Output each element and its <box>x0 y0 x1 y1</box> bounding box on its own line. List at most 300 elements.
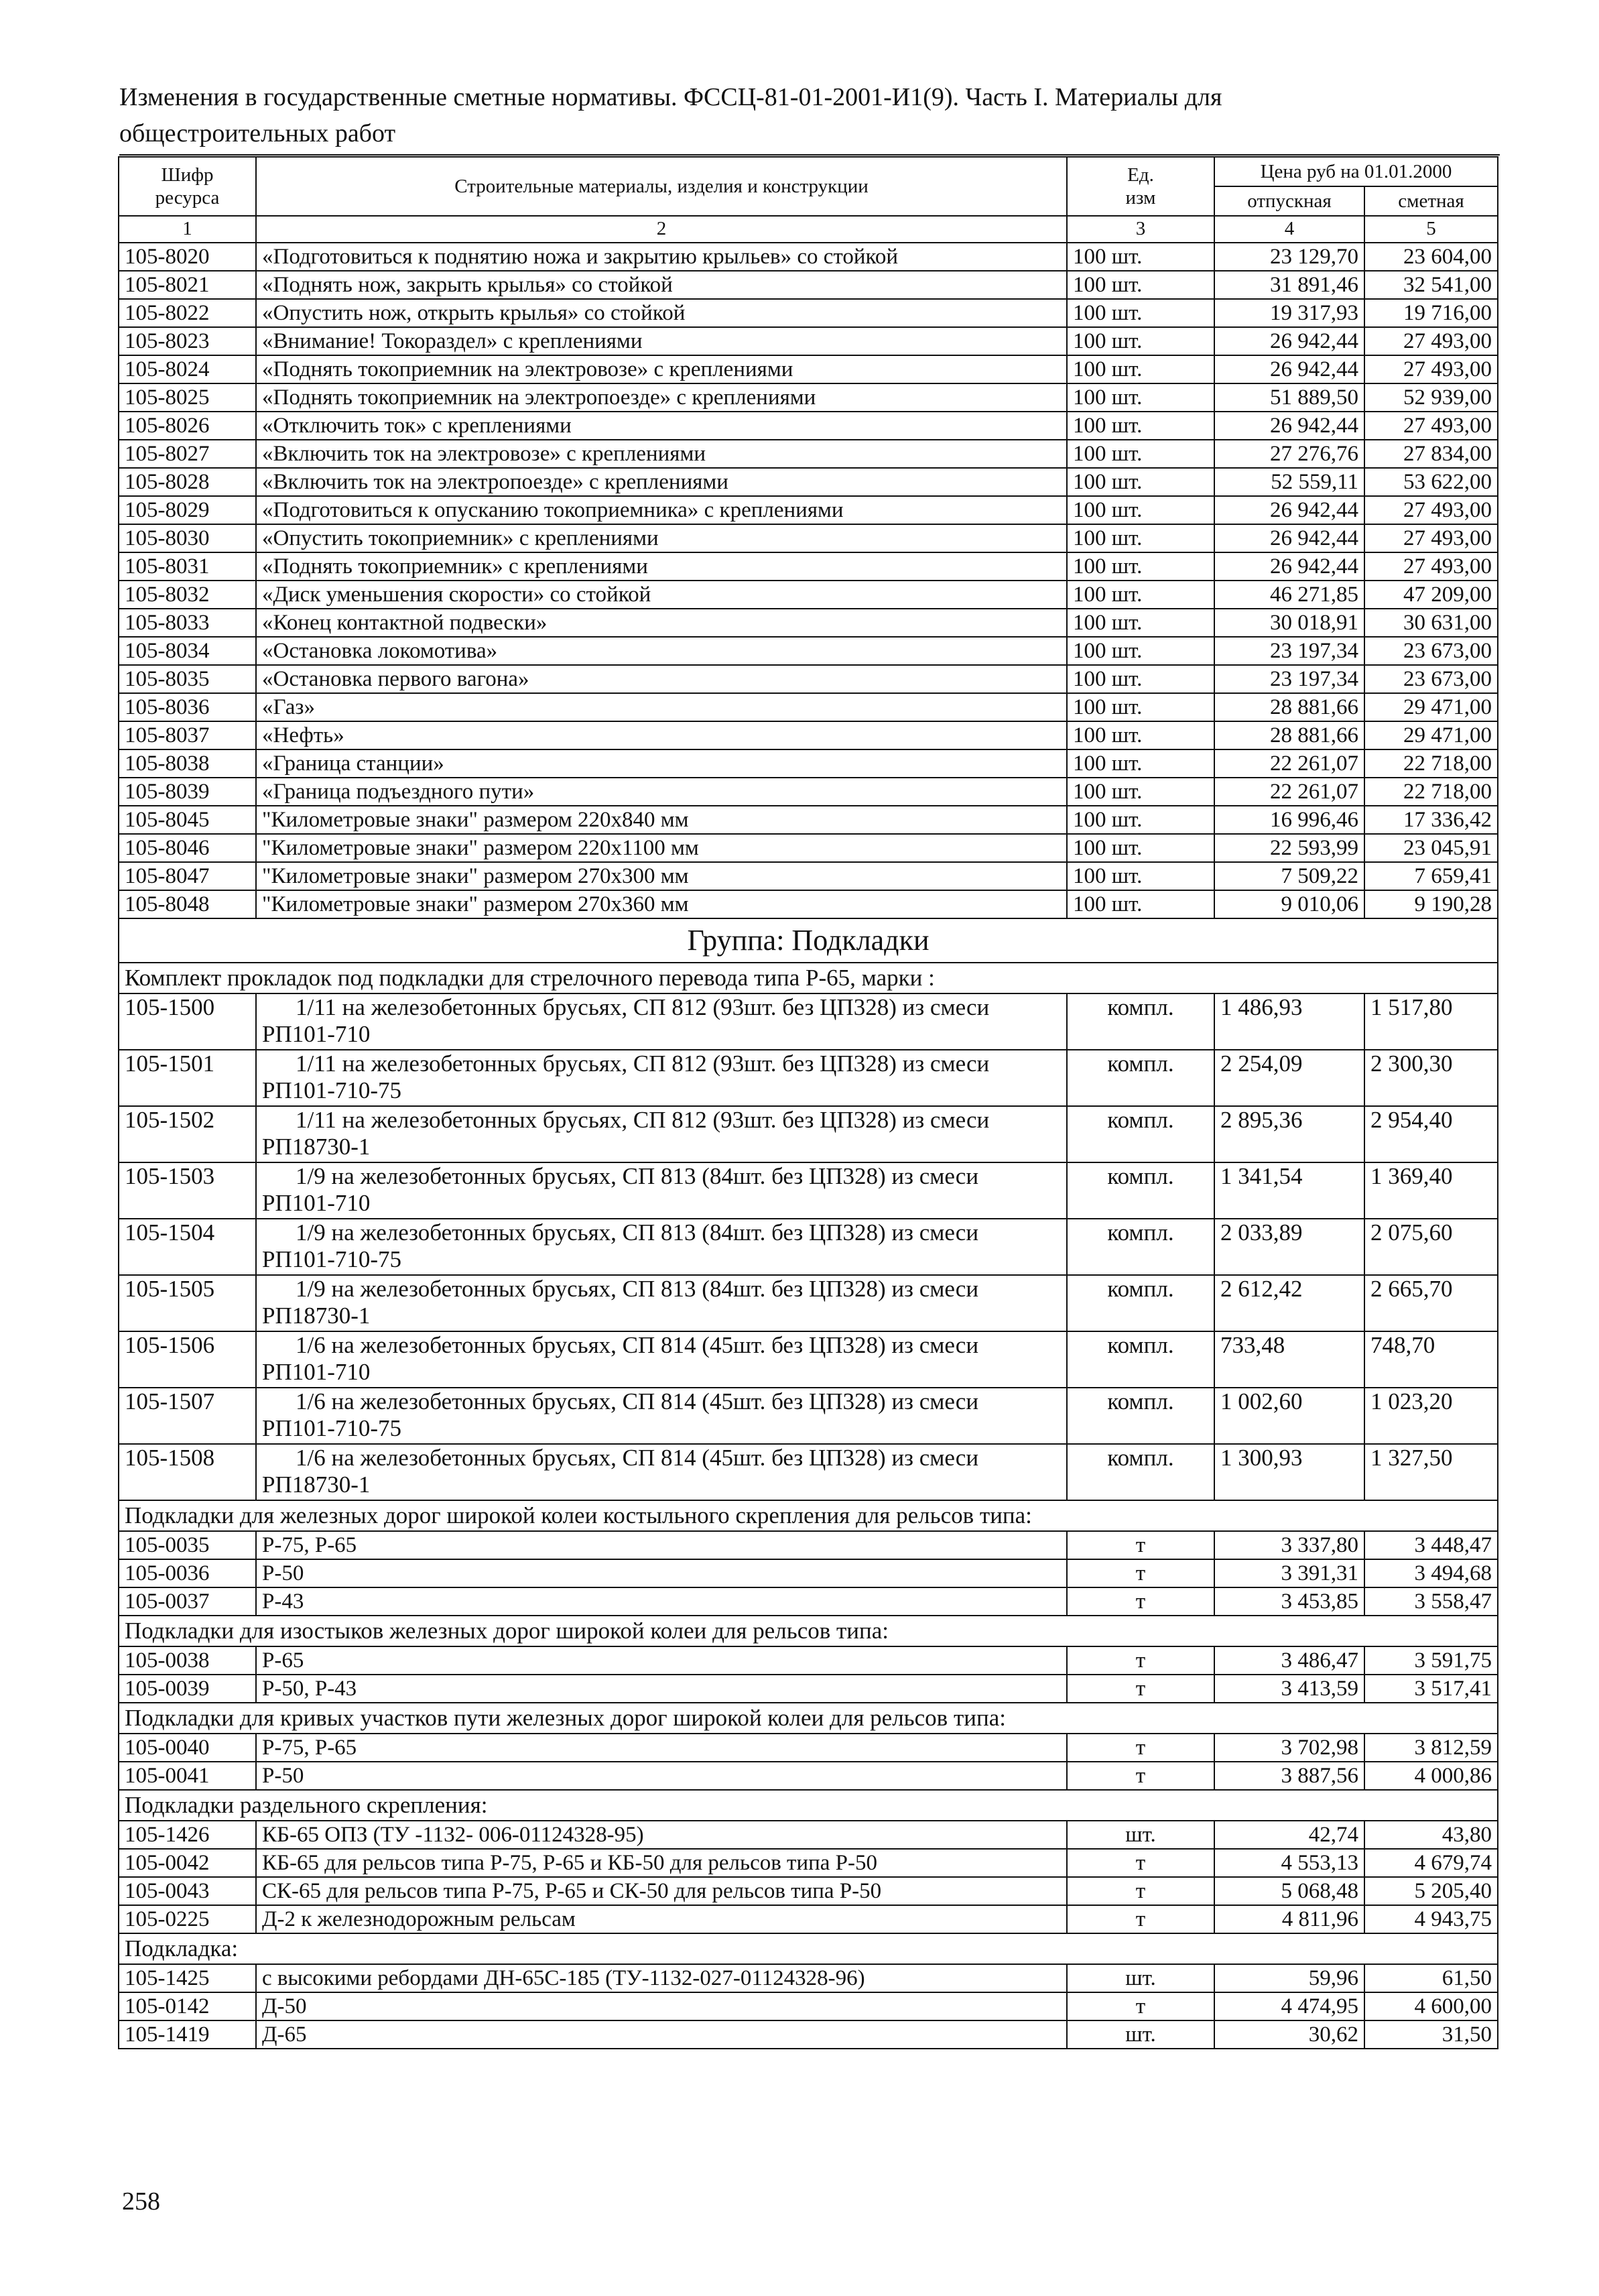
table-row <box>119 778 1498 806</box>
table-row <box>119 1531 1498 1559</box>
resource-code: 105-8033 <box>119 609 256 637</box>
unit: 100 шт. <box>1067 749 1214 778</box>
estimate-price: 3 812,59 <box>1364 1734 1498 1762</box>
group-title: Группа: Подкладки <box>119 918 1498 963</box>
unit: 100 шт. <box>1067 609 1214 637</box>
unit: 100 шт. <box>1067 552 1214 581</box>
release-price: 16 996,46 <box>1214 806 1364 834</box>
estimate-price: 748,70 <box>1364 1331 1498 1388</box>
material-name: Р-75, Р-65 <box>256 1734 1067 1762</box>
estimate-price: 3 558,47 <box>1364 1587 1498 1616</box>
release-price: 22 261,07 <box>1214 778 1364 806</box>
unit: 100 шт. <box>1067 327 1214 355</box>
material-name: «Граница подъездного пути» <box>256 778 1067 806</box>
unit: компл. <box>1067 1444 1214 1500</box>
resource-code: 105-8022 <box>119 299 256 327</box>
table-row <box>119 1162 1498 1219</box>
resource-code: 105-8030 <box>119 524 256 552</box>
unit: 100 шт. <box>1067 468 1214 496</box>
material-name: «Поднять токоприемник» с креплениями <box>256 552 1067 581</box>
table-row <box>119 524 1498 552</box>
estimate-price: 32 541,00 <box>1364 271 1498 299</box>
table-row <box>119 496 1498 524</box>
resource-code: 105-0042 <box>119 1849 256 1877</box>
unit: шт. <box>1067 1821 1214 1849</box>
table-row <box>119 243 1498 271</box>
unit: 100 шт. <box>1067 412 1214 440</box>
material-name: «Остановка первого вагона» <box>256 665 1067 693</box>
material-name-line1: 1/9 на железобетонных брусьях, СП 813 (84шт. без ЦП328) из смеси <box>296 1163 979 1189</box>
unit: 100 шт. <box>1067 834 1214 862</box>
column-header-release-price: отпускная <box>1214 186 1364 216</box>
release-price: 42,74 <box>1214 1821 1364 1849</box>
resource-code: 105-8020 <box>119 243 256 271</box>
estimate-price: 27 493,00 <box>1364 496 1498 524</box>
release-price: 2 895,36 <box>1214 1106 1364 1162</box>
table-row <box>119 890 1498 918</box>
material-name: Р-50 <box>256 1762 1067 1790</box>
material-name: «Граница станции» <box>256 749 1067 778</box>
column-header-unit-line2: изм <box>1125 187 1156 208</box>
material-name-line1: 1/11 на железобетонных брусьях, СП 812 (93шт. без ЦП328) из смеси <box>296 1107 990 1133</box>
unit: 100 шт. <box>1067 693 1214 721</box>
estimate-price: 5 205,40 <box>1364 1877 1498 1905</box>
estimate-price: 27 493,00 <box>1364 524 1498 552</box>
material-name: «Поднять токоприемник на электровозе» с креплениями <box>256 355 1067 383</box>
table-row <box>119 693 1498 721</box>
estimate-price: 4 679,74 <box>1364 1849 1498 1877</box>
resource-code: 105-1500 <box>119 993 256 1050</box>
material-name-line2: РП101-710-75 <box>262 1077 402 1103</box>
material-name-line1: 1/9 на железобетонных брусьях, СП 813 (84шт. без ЦП328) из смеси <box>296 1219 979 1246</box>
column-header-price: Цена руб на 01.01.2000 <box>1214 157 1498 186</box>
estimate-price: 2 300,30 <box>1364 1050 1498 1106</box>
unit: шт. <box>1067 2020 1214 2049</box>
table-row <box>119 383 1498 412</box>
table-row <box>119 299 1498 327</box>
group-title-row <box>119 918 1498 963</box>
resource-code: 105-8036 <box>119 693 256 721</box>
release-price: 26 942,44 <box>1214 327 1364 355</box>
resource-code: 105-8021 <box>119 271 256 299</box>
release-price: 52 559,11 <box>1214 468 1364 496</box>
release-price: 7 509,22 <box>1214 862 1364 890</box>
header-rule <box>119 154 1500 156</box>
estimate-price: 23 673,00 <box>1364 637 1498 665</box>
release-price: 23 129,70 <box>1214 243 1364 271</box>
release-price: 23 197,34 <box>1214 637 1364 665</box>
resource-code: 105-0225 <box>119 1905 256 1933</box>
resource-code: 105-8048 <box>119 890 256 918</box>
material-name <box>256 1444 1067 1500</box>
unit: 100 шт. <box>1067 271 1214 299</box>
material-name-line2: РП101-710 <box>262 1021 371 1047</box>
material-name: «Включить ток на электропоезде» с креплениями <box>256 468 1067 496</box>
subgroup-title-row <box>119 1933 1498 1964</box>
estimate-price: 3 517,41 <box>1364 1675 1498 1703</box>
table-row <box>119 327 1498 355</box>
column-header-code-line2: ресурса <box>155 187 220 208</box>
release-price: 30,62 <box>1214 2020 1364 2049</box>
estimate-price: 23 045,91 <box>1364 834 1498 862</box>
unit: 100 шт. <box>1067 862 1214 890</box>
resource-code: 105-8026 <box>119 412 256 440</box>
release-price: 1 002,60 <box>1214 1388 1364 1444</box>
material-name: Р-43 <box>256 1587 1067 1616</box>
header-title-line2: общестроительных работ <box>119 119 396 147</box>
estimate-price: 7 659,41 <box>1364 862 1498 890</box>
material-name <box>256 1331 1067 1388</box>
material-name: "Километровые знаки" размером 270х360 мм <box>256 890 1067 918</box>
table-row <box>119 1106 1498 1162</box>
material-name-line2: РП101-710-75 <box>262 1415 402 1441</box>
unit: компл. <box>1067 1219 1214 1275</box>
estimate-price: 1 327,50 <box>1364 1444 1498 1500</box>
estimate-price: 4 943,75 <box>1364 1905 1498 1933</box>
table-row <box>119 1992 1498 2020</box>
unit: т <box>1067 1734 1214 1762</box>
column-number: 4 <box>1214 216 1364 243</box>
material-name: "Километровые знаки" размером 270х300 мм <box>256 862 1067 890</box>
table-row <box>119 749 1498 778</box>
resource-code: 105-0142 <box>119 1992 256 2020</box>
material-name: «Поднять токоприемник на электропоезде» с креплениями <box>256 383 1067 412</box>
unit: компл. <box>1067 1275 1214 1331</box>
resource-code: 105-1507 <box>119 1388 256 1444</box>
release-price: 19 317,93 <box>1214 299 1364 327</box>
resource-code: 105-8032 <box>119 581 256 609</box>
subgroup-title: Подкладки для изостыков железных дорог широкой колеи для рельсов типа: <box>119 1616 1498 1646</box>
table-row <box>119 1734 1498 1762</box>
release-price: 26 942,44 <box>1214 412 1364 440</box>
resource-code: 105-0041 <box>119 1762 256 1790</box>
unit: т <box>1067 1559 1214 1587</box>
material-name: «Подготовиться к поднятию ножа и закрытию крыльев» со стойкой <box>256 243 1067 271</box>
unit: т <box>1067 1877 1214 1905</box>
table-row <box>119 1050 1498 1106</box>
release-price: 1 300,93 <box>1214 1444 1364 1500</box>
resource-code: 105-1502 <box>119 1106 256 1162</box>
material-name-line1: 1/11 на железобетонных брусьях, СП 812 (93шт. без ЦП328) из смеси <box>296 1050 990 1077</box>
table-row <box>119 806 1498 834</box>
estimate-price: 22 718,00 <box>1364 778 1498 806</box>
table-row <box>119 1849 1498 1877</box>
release-price: 3 453,85 <box>1214 1587 1364 1616</box>
resource-code: 105-1508 <box>119 1444 256 1500</box>
material-name: КБ-65 ОПЗ (ТУ -1132- 006-01124328-95) <box>256 1821 1067 1849</box>
table-row <box>119 581 1498 609</box>
release-price: 59,96 <box>1214 1964 1364 1992</box>
column-header-code-line1: Шифр <box>161 164 214 186</box>
resource-code: 105-1426 <box>119 1821 256 1849</box>
unit: т <box>1067 1992 1214 2020</box>
material-name: Р-50 <box>256 1559 1067 1587</box>
unit: т <box>1067 1646 1214 1675</box>
estimate-price: 23 673,00 <box>1364 665 1498 693</box>
table-row <box>119 1964 1498 1992</box>
material-name-line1: 1/6 на железобетонных брусьях, СП 814 (45шт. без ЦП328) из смеси <box>296 1332 979 1358</box>
estimate-price: 17 336,42 <box>1364 806 1498 834</box>
unit: 100 шт. <box>1067 721 1214 749</box>
material-name <box>256 993 1067 1050</box>
estimate-price: 27 493,00 <box>1364 412 1498 440</box>
column-header-name: Строительные материалы, изделия и конструкции <box>256 157 1067 216</box>
resource-code: 105-1505 <box>119 1275 256 1331</box>
unit: 100 шт. <box>1067 440 1214 468</box>
material-name: «Нефть» <box>256 721 1067 749</box>
material-name: Д-2 к железнодорожным рельсам <box>256 1905 1067 1933</box>
resource-code: 105-1504 <box>119 1219 256 1275</box>
table-row <box>119 1821 1498 1849</box>
page-number: 258 <box>122 2187 160 2216</box>
unit: т <box>1067 1531 1214 1559</box>
material-name: с высокими ребордами ДН-65С-185 (ТУ-1132-027-01124328-96) <box>256 1964 1067 1992</box>
estimate-price: 3 591,75 <box>1364 1646 1498 1675</box>
unit: 100 шт. <box>1067 299 1214 327</box>
unit: 100 шт. <box>1067 637 1214 665</box>
resource-code: 105-8031 <box>119 552 256 581</box>
table-row <box>119 355 1498 383</box>
estimate-price: 47 209,00 <box>1364 581 1498 609</box>
estimate-price: 27 834,00 <box>1364 440 1498 468</box>
release-price: 28 881,66 <box>1214 693 1364 721</box>
table-row <box>119 993 1498 1050</box>
unit: 100 шт. <box>1067 243 1214 271</box>
estimate-price: 27 493,00 <box>1364 327 1498 355</box>
table-row <box>119 2020 1498 2049</box>
material-name-line2: РП18730-1 <box>262 1471 371 1498</box>
material-name: «Отключить ток» с креплениями <box>256 412 1067 440</box>
resource-code: 105-0037 <box>119 1587 256 1616</box>
document-header <box>119 79 1500 156</box>
resource-code: 105-1419 <box>119 2020 256 2049</box>
material-name: «Диск уменьшения скорости» со стойкой <box>256 581 1067 609</box>
table-row <box>119 1877 1498 1905</box>
unit: 100 шт. <box>1067 665 1214 693</box>
estimate-price: 1 369,40 <box>1364 1162 1498 1219</box>
subgroup-title: Подкладки для железных дорог широкой колеи костыльного скрепления для рельсов типа: <box>119 1500 1498 1531</box>
material-name: Р-75, Р-65 <box>256 1531 1067 1559</box>
table-row <box>119 1331 1498 1388</box>
column-number: 2 <box>256 216 1067 243</box>
release-price: 5 068,48 <box>1214 1877 1364 1905</box>
unit: компл. <box>1067 1388 1214 1444</box>
resource-code: 105-1501 <box>119 1050 256 1106</box>
material-name <box>256 1050 1067 1106</box>
material-name <box>256 1388 1067 1444</box>
subgroup-title-row <box>119 1703 1498 1734</box>
resource-code: 105-8023 <box>119 327 256 355</box>
release-price: 3 702,98 <box>1214 1734 1364 1762</box>
unit: 100 шт. <box>1067 383 1214 412</box>
resource-code: 105-8039 <box>119 778 256 806</box>
table-row <box>119 1275 1498 1331</box>
unit: т <box>1067 1587 1214 1616</box>
release-price: 27 276,76 <box>1214 440 1364 468</box>
release-price: 28 881,66 <box>1214 721 1364 749</box>
release-price: 1 486,93 <box>1214 993 1364 1050</box>
column-header-unit <box>1067 157 1214 216</box>
column-number-row <box>119 216 1498 243</box>
release-price: 30 018,91 <box>1214 609 1364 637</box>
material-name-line2: РП101-710-75 <box>262 1246 402 1272</box>
table-row <box>119 665 1498 693</box>
material-name: «Подготовиться к опусканию токоприемника» с креплениями <box>256 496 1067 524</box>
material-name: «Газ» <box>256 693 1067 721</box>
header-title-line1: Изменения в государственные сметные нормативы. ФССЦ-81-01-2001-И1(9). Часть I. Материалы для <box>119 83 1222 111</box>
estimate-price: 53 622,00 <box>1364 468 1498 496</box>
resource-code: 105-1425 <box>119 1964 256 1992</box>
release-price: 51 889,50 <box>1214 383 1364 412</box>
material-name: КБ-65 для рельсов типа Р-75, Р-65 и КБ-50 для рельсов типа Р-50 <box>256 1849 1067 1877</box>
resource-code: 105-8047 <box>119 862 256 890</box>
unit: т <box>1067 1675 1214 1703</box>
subgroup-title: Подкладки раздельного скрепления: <box>119 1790 1498 1821</box>
estimate-price: 30 631,00 <box>1364 609 1498 637</box>
table-row <box>119 1388 1498 1444</box>
table-row <box>119 412 1498 440</box>
unit: 100 шт. <box>1067 778 1214 806</box>
material-name-line2: РП18730-1 <box>262 1134 371 1160</box>
release-price: 22 261,07 <box>1214 749 1364 778</box>
unit: 100 шт. <box>1067 524 1214 552</box>
estimate-price: 43,80 <box>1364 1821 1498 1849</box>
material-name: «Поднять нож, закрыть крылья» со стойкой <box>256 271 1067 299</box>
table-row <box>119 1905 1498 1933</box>
table-row <box>119 1219 1498 1275</box>
resource-code: 105-1503 <box>119 1162 256 1219</box>
resource-code: 105-0040 <box>119 1734 256 1762</box>
subgroup-title: Подкладки для кривых участков пути железных дорог широкой колеи для рельсов типа: <box>119 1703 1498 1734</box>
resource-code: 105-8038 <box>119 749 256 778</box>
release-price: 733,48 <box>1214 1331 1364 1388</box>
unit: т <box>1067 1905 1214 1933</box>
estimate-price: 1 023,20 <box>1364 1388 1498 1444</box>
estimate-price: 52 939,00 <box>1364 383 1498 412</box>
material-name: «Включить ток на электровозе» с креплениями <box>256 440 1067 468</box>
release-price: 3 337,80 <box>1214 1531 1364 1559</box>
estimate-price: 4 600,00 <box>1364 1992 1498 2020</box>
table-row <box>119 637 1498 665</box>
release-price: 4 553,13 <box>1214 1849 1364 1877</box>
material-name-line2: РП101-710 <box>262 1359 371 1385</box>
table-row <box>119 271 1498 299</box>
release-price: 26 942,44 <box>1214 355 1364 383</box>
unit: компл. <box>1067 1162 1214 1219</box>
estimate-price: 27 493,00 <box>1364 355 1498 383</box>
resource-code: 105-0036 <box>119 1559 256 1587</box>
unit: 100 шт. <box>1067 496 1214 524</box>
unit: т <box>1067 1849 1214 1877</box>
estimate-price: 4 000,86 <box>1364 1762 1498 1790</box>
release-price: 4 474,95 <box>1214 1992 1364 2020</box>
price-table <box>118 156 1498 2049</box>
material-name: «Конец контактной подвески» <box>256 609 1067 637</box>
estimate-price: 1 517,80 <box>1364 993 1498 1050</box>
material-name: "Километровые знаки" размером 220х840 мм <box>256 806 1067 834</box>
material-name <box>256 1219 1067 1275</box>
resource-code: 105-8034 <box>119 637 256 665</box>
estimate-price: 29 471,00 <box>1364 721 1498 749</box>
column-number: 3 <box>1067 216 1214 243</box>
estimate-price: 2 954,40 <box>1364 1106 1498 1162</box>
estimate-price: 3 448,47 <box>1364 1531 1498 1559</box>
column-header-code <box>119 157 256 216</box>
estimate-price: 29 471,00 <box>1364 693 1498 721</box>
material-name-line1: 1/9 на железобетонных брусьях, СП 813 (84шт. без ЦП328) из смеси <box>296 1276 979 1302</box>
release-price: 9 010,06 <box>1214 890 1364 918</box>
material-name: «Опустить токоприемник» с креплениями <box>256 524 1067 552</box>
resource-code: 105-8028 <box>119 468 256 496</box>
estimate-price: 27 493,00 <box>1364 552 1498 581</box>
table-row <box>119 468 1498 496</box>
material-name: СК-65 для рельсов типа Р-75, Р-65 и СК-50 для рельсов типа Р-50 <box>256 1877 1067 1905</box>
table-row <box>119 1762 1498 1790</box>
subgroup-title-row <box>119 1616 1498 1646</box>
subgroup-title: Комплект прокладок под подкладки для стрелочного перевода типа Р-65, марки : <box>119 963 1498 993</box>
table-row <box>119 834 1498 862</box>
table-row <box>119 1646 1498 1675</box>
table-row <box>119 1587 1498 1616</box>
material-name <box>256 1162 1067 1219</box>
material-name: Р-65 <box>256 1646 1067 1675</box>
resource-code: 105-0035 <box>119 1531 256 1559</box>
resource-code: 105-8027 <box>119 440 256 468</box>
unit: компл. <box>1067 1106 1214 1162</box>
resource-code: 105-8029 <box>119 496 256 524</box>
column-number: 1 <box>119 216 256 243</box>
unit: компл. <box>1067 1050 1214 1106</box>
estimate-price: 2 075,60 <box>1364 1219 1498 1275</box>
material-name-line1: 1/6 на железобетонных брусьях, СП 814 (45шт. без ЦП328) из смеси <box>296 1388 979 1414</box>
unit: компл. <box>1067 1331 1214 1388</box>
resource-code: 105-8025 <box>119 383 256 412</box>
subgroup-title-row <box>119 1790 1498 1821</box>
material-name: «Внимание! Токораздел» с креплениями <box>256 327 1067 355</box>
table-row <box>119 552 1498 581</box>
material-name-line1: 1/6 на железобетонных брусьях, СП 814 (45шт. без ЦП328) из смеси <box>296 1445 979 1471</box>
material-name-line2: РП18730-1 <box>262 1303 371 1329</box>
release-price: 3 413,59 <box>1214 1675 1364 1703</box>
material-name <box>256 1275 1067 1331</box>
estimate-price: 3 494,68 <box>1364 1559 1498 1587</box>
subgroup-title: Подкладка: <box>119 1933 1498 1964</box>
material-name-line2: РП101-710 <box>262 1190 371 1216</box>
estimate-price: 23 604,00 <box>1364 243 1498 271</box>
price-table-body <box>119 216 1498 2049</box>
resource-code: 105-8035 <box>119 665 256 693</box>
estimate-price: 61,50 <box>1364 1964 1498 1992</box>
release-price: 2 254,09 <box>1214 1050 1364 1106</box>
material-name: «Опустить нож, открыть крылья» со стойкой <box>256 299 1067 327</box>
release-price: 3 391,31 <box>1214 1559 1364 1587</box>
material-name: "Километровые знаки" размером 220х1100 мм <box>256 834 1067 862</box>
resource-code: 105-8046 <box>119 834 256 862</box>
release-price: 1 341,54 <box>1214 1162 1364 1219</box>
table-row <box>119 1444 1498 1500</box>
unit: 100 шт. <box>1067 890 1214 918</box>
unit: т <box>1067 1762 1214 1790</box>
estimate-price: 22 718,00 <box>1364 749 1498 778</box>
release-price: 4 811,96 <box>1214 1905 1364 1933</box>
release-price: 22 593,99 <box>1214 834 1364 862</box>
table-row <box>119 440 1498 468</box>
release-price: 2 612,42 <box>1214 1275 1364 1331</box>
unit: 100 шт. <box>1067 355 1214 383</box>
unit: компл. <box>1067 993 1214 1050</box>
table-row <box>119 862 1498 890</box>
release-price: 23 197,34 <box>1214 665 1364 693</box>
